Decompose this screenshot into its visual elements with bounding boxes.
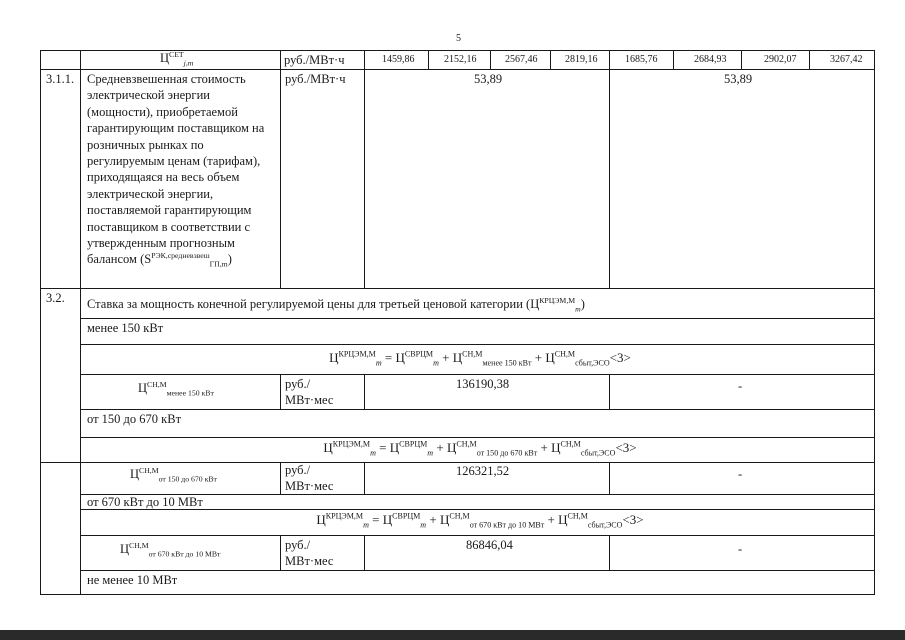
row-top-value: 1685,76 — [625, 54, 658, 65]
group-symbol: $Ц^{СН,М}_{менее 150 кВт}$ — [138, 379, 214, 398]
row-top-value: 3267,42 — [830, 54, 863, 65]
row-top-unit: руб./МВт·ч — [284, 53, 345, 67]
row-top-value: 1459,86 — [382, 54, 415, 65]
group-label: менее 150 кВт — [87, 321, 164, 335]
page-number: 5 — [456, 33, 461, 44]
row-31-description: Средневзвешенная стоимость электрической энергии (мощности), приобретаемой гарантирующим поставщиком на розничных рынках по регулируемым ценам (тарифам), приходящаяся на весь объем электрической энергии, поставляемой гарантирующим поставщиком в соответствии с утвержденным прогнозным балансом $(S^{РЭК,средневзвеш}_{ГП,m})$ — [87, 72, 265, 269]
group-value-right: - — [738, 467, 743, 481]
scan-edge — [0, 630, 905, 640]
group-value-right: - — [738, 542, 743, 556]
group-symbol: $Ц^{СН,М}_{от 670 кВт до 10 МВт}$ — [120, 540, 221, 559]
row-top-symbol: $Ц^{СЕТ}_{j,m}$ — [160, 49, 194, 68]
group-value: 86846,04 — [466, 538, 513, 552]
row-top-value: 2819,16 — [565, 54, 598, 65]
group-value: 136190,38 — [456, 377, 510, 391]
group-unit: руб./ МВт·мес — [285, 377, 334, 407]
group-symbol: $Ц^{СН,М}_{от 150 до 670 кВт}$ — [130, 465, 217, 484]
row-31-unit: руб./МВт·ч — [285, 72, 346, 86]
group-label: от 150 до 670 кВт — [87, 412, 182, 426]
group-value-right: - — [738, 379, 743, 393]
row-31-value-left: 53,89 — [474, 72, 503, 86]
row-top-value: 2684,93 — [694, 54, 727, 65]
formula: $Ц^{КРЦЭМ,М}_m = Ц^{СВРЦМ}_m + Ц^{СН,М}_{от 150 до 670 кВт} + Ц^{СН,М}_{сбыт,ЭСО}<3>$ — [323, 439, 637, 458]
row-top-value: 2567,46 — [505, 54, 538, 65]
formula: $Ц^{КРЦЭМ,М}_m = Ц^{СВРЦМ}_m + Ц^{СН,М}_{менее 150 кВт} + Ц^{СН,М}_{сбыт,ЭСО}<3>$ — [329, 349, 631, 368]
group-unit: руб./ МВт·мес — [285, 538, 334, 568]
group-unit: руб./ МВт·мес — [285, 463, 334, 493]
row-number: 3.1.1. — [46, 72, 75, 86]
group-value: 126321,52 — [456, 464, 510, 478]
row-31-value-right: 53,89 — [724, 72, 753, 86]
row-top-value: 2902,07 — [764, 54, 797, 65]
row-32-title: Ставка за мощность конечной регулируемой цены для третьей ценовой категории $(Ц^{КРЦЭМ,М}_m)$ — [87, 295, 585, 314]
row-top-value: 2152,16 — [444, 54, 477, 65]
formula: $Ц^{КРЦЭМ,М}_m = Ц^{СВРЦМ}_m + Ц^{СН,М}_{от 670 кВт до 10 МВт} + Ц^{СН,М}_{сбыт,ЭСО}<3>$ — [316, 511, 644, 530]
group-label: не менее 10 МВт — [87, 573, 178, 587]
group-label: от 670 кВт до 10 МВт — [87, 495, 203, 509]
row-number: 3.2. — [46, 291, 65, 305]
